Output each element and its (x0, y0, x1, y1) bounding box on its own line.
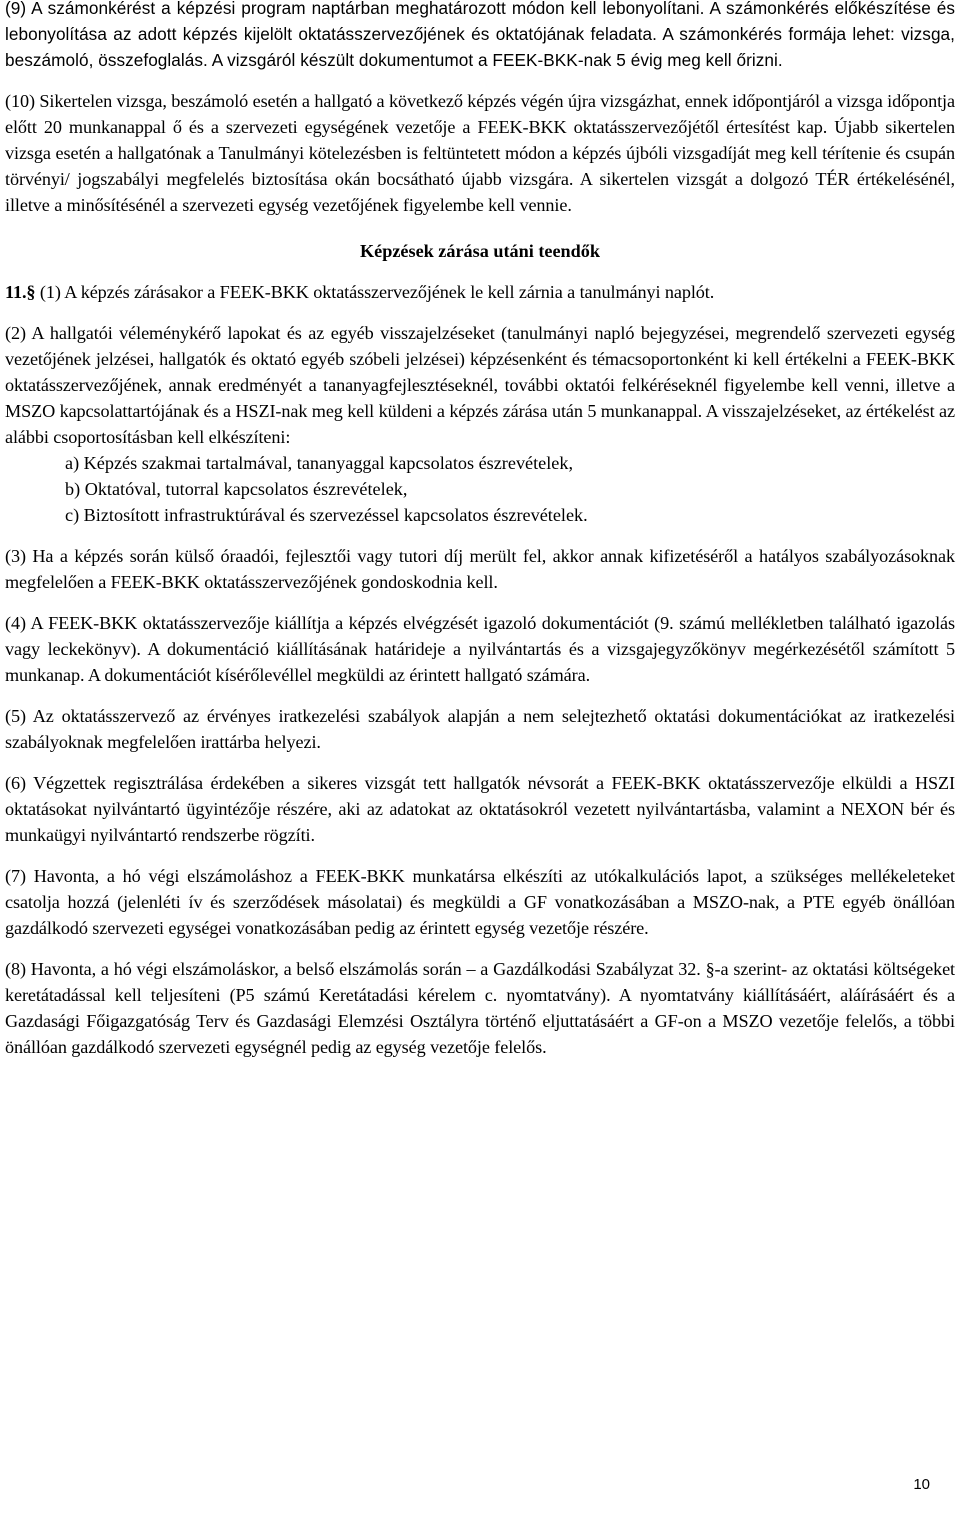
section-number: 11.§ (5, 282, 36, 302)
section-11-paragraph-7: (7) Havonta, a hó végi elszámoláshoz a FEEK-BKK munkatársa elkészíti az utókalkulációs lapot, a szükséges mellékeleteket csatolja hozzá (jelenléti ív és szerződések másolatai) és megküldi a GF vonatkozásában a MSZO-nak, a PTE egyéb önállóan gazdálkodó szervezeti egységei vonatkozásában pedig az érintett egység vezetője részére. (5, 866, 955, 938)
section-11-paragraph-5: (5) Az oktatásszervező az érvényes iratkezelési szabályok alapján a nem selejtezhető oktatási dokumentációkat az iratkezelési szabályoknak megfelelően irattárba helyezi. (5, 706, 955, 752)
list-item-a: a) Képzés szakmai tartalmával, tananyaggal kapcsolatos észrevételek, (65, 453, 573, 473)
page-number: 10 (913, 1476, 930, 1493)
section-11-p1-text: (1) A képzés zárásakor a FEEK-BKK oktatásszervezőjének le kell zárnia a tanulmányi naplót. (35, 282, 715, 302)
section-11-paragraph-6: (6) Végzettek regisztrálása érdekében a sikeres vizsgát tett hallgatók névsorát a FEEK-BKK oktatásszervezője elküldi a HSZI oktatásokat nyilvántartó ügyintézője részére, aki az adatokat az oktatásokról vezetett nyilvántartásba, valamint a NEXON bér és munkaügyi nyilvántartó rendszerbe rögzíti. (5, 773, 955, 845)
list-item-b: b) Oktatóval, tutorral kapcsolatos észrevételek, (65, 479, 408, 499)
section-heading: Képzések zárása utáni teendők (360, 241, 600, 261)
section-11-paragraph-8: (8) Havonta, a hó végi elszámoláskor, a belső elszámolás során – a Gazdálkodási Szabályzat 32. §-a szerint- az oktatási költségeket keretátadással kell teljesíteni (P5 számú Keretátadási kérelem c. nyomtatvány). A nyomtatvány kiállításáért, aláírásáért és a Gazdasági Főigazgatóság Terv és Gazdasági Elemzési Osztályra történő eljuttatásáért a GF-on a MSZO vezetője felelős, a többi önállóan gazdálkodó szervezeti egységnél pedig az egység vezetője felelős. (5, 959, 955, 1057)
section-11-paragraph-1 (5, 279, 955, 305)
section-11-paragraph-4: (4) A FEEK-BKK oktatásszervezője kiállítja a képzés elvégzését igazoló dokumentációt (9. számú mellékletben található igazolás vagy leckekönyv). A dokumentáció kiállításának határideje a nyilvántartás és a vizsgajegyzőkönyv megérkezésétől számított 5 munkanap. A dokumentációt kísérőlevéllel megküldi az érintett hallgató számára. (5, 613, 955, 685)
paragraph-9: (9) A számonkérést a képzési program naptárban meghatározott módon kell lebonyolítani. A számonkérés előkészítése és lebonyolítása az adott képzés kijelölt oktatásszervezőjének és oktatójának feladata. A számonkérés formája lehet: vizsga, beszámoló, összefoglalás. A vizsgáról készült dokumentumot a FEEK-BKK-nak 5 évig meg kell őrizni. (5, 0, 955, 70)
list-item-c: c) Biztosított infrastruktúrával és szervezéssel kapcsolatos észrevételek. (65, 505, 588, 525)
section-11-paragraph-2: (2) A hallgatói véleménykérő lapokat és az egyéb visszajelzéseket (tanulmányi napló bejegyzései, megrendelő szervezeti egység vezetőjének jelzései, hallgatók és oktató egyéb szóbeli jelzései) képzésenként és témacsoportonként ki kell értékelni a FEEK-BKK oktatásszervezőjének, annak eredményét a tananyagfejlesztéseknél, további oktatói felkéréseknél figyelembe kell venni, illetve a MSZO kapcsolattartójának és a HSZI-nak meg kell küldeni a képzés zárása után 5 munkanappal. A visszajelzéseket, az értékelést az alábbi csoportosításban kell elkészíteni: (5, 323, 955, 447)
section-11-paragraph-3: (3) Ha a képzés során külső óraadói, fejlesztői vagy tutori díj merült fel, akkor annak kifizetéséről a hatályos szabályozásoknak megfelelően a FEEK-BKK oktatásszervezőjének gondoskodnia kell. (5, 546, 955, 592)
paragraph-10: (10) Sikertelen vizsga, beszámoló esetén a hallgató a következő képzés végén újra vizsgázhat, ennek időpontjáról a vizsga időpontja előtt 20 munkanappal ő és a szervezeti egységének vezetője a FEEK-BKK oktatásszervezőjétől értesítést kap. Újabb sikertelen vizsga esetén a hallgatónak a Tanulmányi kötelezésben is feltüntetett módon a képzés újbóli vizsgadíját meg kell térítenie és csupán törvényi/ jogszabályi megfelelés biztosítása okán bocsátható újabb vizsgára. A sikertelen vizsgát a dolgozó TÉR értékelésénél, illetve a minősítésénél a szervezeti egység vezetőjének figyelembe kell vennie. (5, 91, 955, 215)
document-page (5, 0, 955, 1060)
